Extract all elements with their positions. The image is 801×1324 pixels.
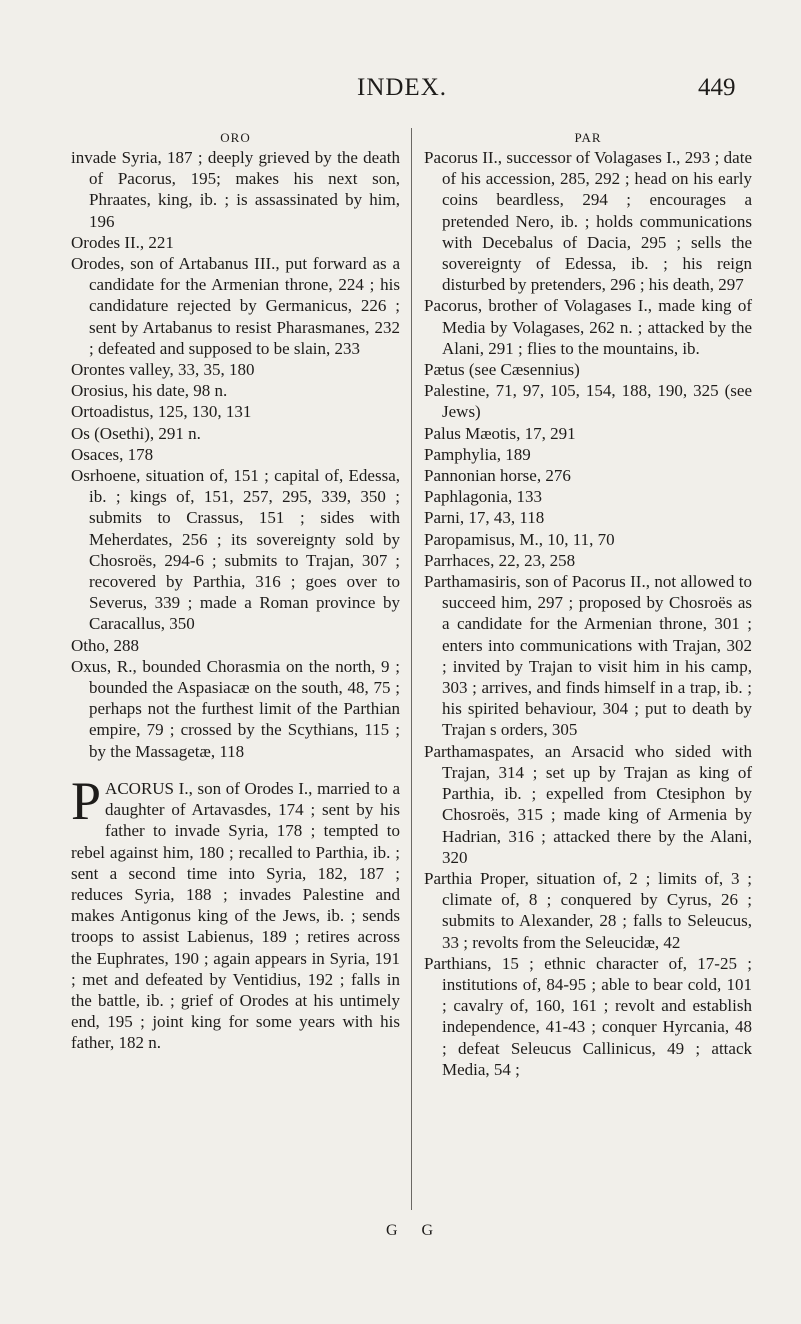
index-entry: Paropamisus, M., 10, 11, 70 bbox=[424, 529, 615, 549]
index-entry: Orontes valley, 33, 35, 180 bbox=[71, 360, 255, 380]
page-header bbox=[0, 74, 801, 114]
index-entry: Orosius, his date, 98 n. bbox=[71, 381, 228, 401]
index-entry: invade Syria, 187 ; deeply grieved by the death of Pacorus, 195; makes his next son, Phraates, king, ib. ; is assassinated by him, 196 bbox=[71, 148, 400, 231]
index-entry: Palestine, 71, 97, 105, 154, 188, 190, 325 (see Jews) bbox=[424, 381, 752, 422]
index-entry: Pacorus II., successor of Volagases I., 293 ; date of his accession, 285, 292 ; head on his early coins beardless, 294 ; encourages a pretended Nero, ib. ; holds communications with Decebalus of Dacia, 295 ; sells the sovereignty of Edessa, ib. ; his reign disturbed by pretenders, 296 ; his death, 297 bbox=[424, 148, 752, 295]
index-entry: Pacorus, brother of Volagases I., made king of Media by Volagases, 262 n. ; attacked by the Alani, 291 ; flies to the mountains, ib. bbox=[424, 296, 752, 358]
index-entry: Pætus (see Cæsennius) bbox=[424, 360, 580, 380]
index-entry: Ortoadistus, 125, 130, 131 bbox=[71, 402, 252, 422]
signature-mark: G G bbox=[386, 1222, 444, 1239]
index-entry: Paphlagonia, 133 bbox=[424, 487, 543, 507]
right-guide-word: PAR bbox=[574, 130, 602, 145]
index-entry: Oxus, R., bounded Chorasmia on the north, 9 ; bounded the Aspasiacæ on the south, 48, 75 ; perhaps not the furthest limit of the Parthian empire, 79 ; crossed by the Scythians, 115 ; by the Massagetæ, 118 bbox=[71, 656, 400, 761]
index-entry: Osaces, 178 bbox=[71, 444, 154, 464]
left-entry-list bbox=[71, 147, 400, 1054]
section-p-entry-text: ACORUS I., son of Orodes I., married to a daughter of Artavasdes, 174 ; sent by his father to invade Syria, 178 ; tempted to rebel against him, 180 ; recalled to Parthia, ib. ; sent a second time into Syria, 182, 187 ; reduces Syria, 188 ; invades Palestine and makes Antigonus king of the Jews, ib. ; sends troops to assist Labienus, 189 ; retires across the Euphrates, 190 ; again appears in Syria, 191 ; met and defeated by Ventidius, 192 ; falls in the battle, ib. ; grief of Orodes at his untimely end, 195 ; joint king for some years with his father, 182 n. bbox=[71, 778, 400, 1053]
column-divider bbox=[411, 128, 412, 1210]
index-entry: Pannonian horse, 276 bbox=[424, 466, 571, 486]
right-column bbox=[424, 128, 752, 1080]
left-guide-word: ORO bbox=[220, 130, 251, 145]
section-p-entry bbox=[71, 770, 400, 1054]
index-entry: Osrhoene, situation of, 151 ; capital of, Edessa, ib. ; kings of, 151, 257, 295, 339, 350 ; submits to Crassus, 151 ; sides with Meherdates, 256 ; its sovereignty sold by Chosroës, 294-6 ; submits to Trajan, 307 ; recovered by Parthia, 316 ; goes over to Severus, 339 ; made a Roman province by Caracallus, 350 bbox=[71, 466, 400, 634]
drop-cap-initial: P bbox=[71, 770, 102, 831]
index-entry: Parrhaces, 22, 23, 258 bbox=[424, 550, 576, 570]
index-entry: Parthia Proper, situation of, 2 ; limits of, 3 ; climate of, 8 ; conquered by Cyrus, 26 ; submits to Alexander, 28 ; falls to Seleucus, 33 ; revolts from the Seleucidæ, 42 bbox=[424, 868, 752, 952]
left-column bbox=[71, 128, 400, 1054]
index-entry: Palus Mæotis, 17, 291 bbox=[424, 423, 576, 443]
running-title: INDEX. bbox=[357, 74, 448, 101]
index-entry: Orodes II., 221 bbox=[71, 232, 174, 252]
index-entry: Parni, 17, 43, 118 bbox=[424, 508, 545, 528]
page-number: 449 bbox=[698, 74, 736, 101]
index-entry: Parthamaspates, an Arsacid who sided with Trajan, 314 ; set up by Trajan as king of Parthia, ib. ; expelled from Ctesiphon by Chosroës, 315 ; made king of Armenia by Hadrian, 316 ; attacked there by the Alani, 320 bbox=[424, 741, 752, 867]
index-entry: Otho, 288 bbox=[71, 635, 139, 655]
index-entry: Parthians, 15 ; ethnic character of, 17-25 ; institutions of, 84-95 ; able to bear cold, 101 ; cavalry of, 160, 161 ; revolt and establish independence, 41-43 ; conquer Hyrcania, 48 ; defeat Seleucus Callinicus, 49 ; attack Media, 54 ; bbox=[424, 953, 752, 1079]
right-entry-list bbox=[424, 147, 752, 1080]
index-entry: Os (Osethi), 291 n. bbox=[71, 423, 201, 443]
index-entry: Parthamasiris, son of Pacorus II., not allowed to succeed him, 297 ; proposed by Chosroës as a candidate for the Armenian throne, 301 ; enters into communications with Trajan, 302 ; invited by Trajan to visit him in his camp, 303 ; arrives, and finds himself in a trap, ib. ; his spirited behaviour, 304 ; put to death by Trajan s orders, 305 bbox=[424, 572, 752, 740]
index-entry: Orodes, son of Artabanus III., put forward as a candidate for the Armenian throne, 224 ; his candidature rejected by Germanicus, 226 ; sent by Artabanus to resist Pharasmanes, 232 ; defeated and supposed to be slain, 233 bbox=[71, 254, 400, 358]
index-entry: Pamphylia, 189 bbox=[424, 444, 531, 464]
